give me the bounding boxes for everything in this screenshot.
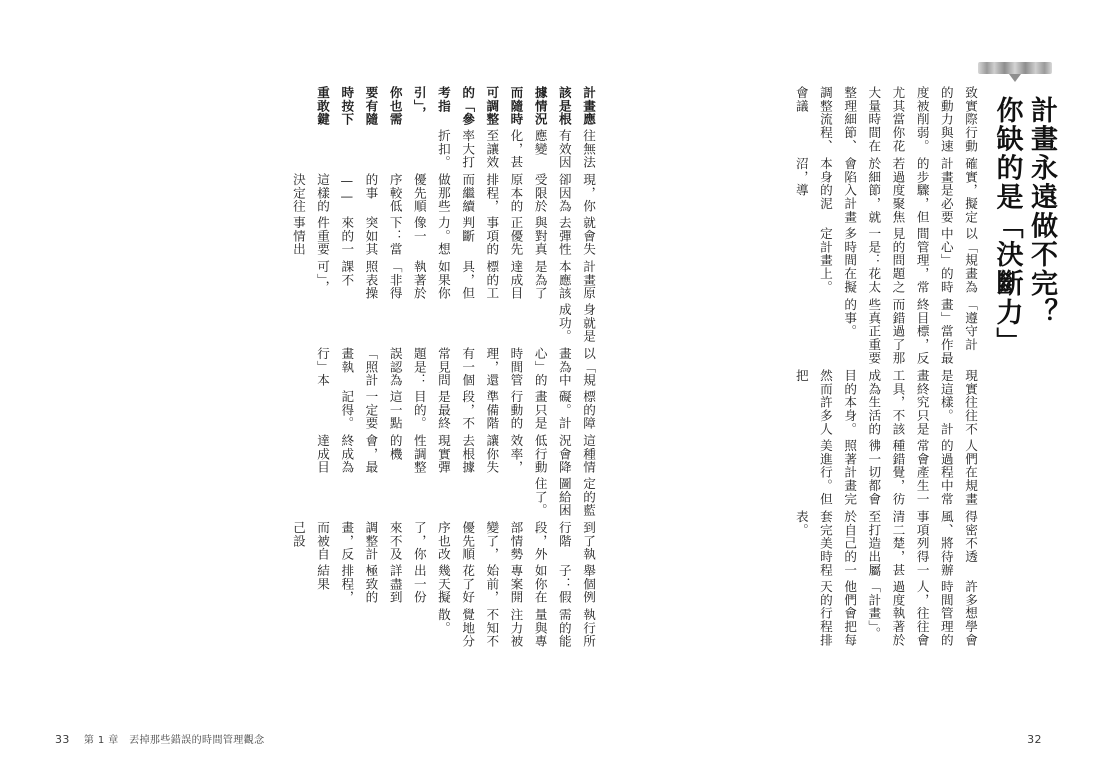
right-page-footer	[1027, 733, 1042, 746]
paragraph-line: 這種情況會降低行動效率，讓你失去根據現實彈性調整的機會，最終成為達成目	[315, 433, 596, 474]
right-page-text-body	[652, 86, 982, 651]
text-column	[662, 369, 982, 440]
title-ornament-icon	[978, 58, 1052, 84]
text-column	[130, 434, 600, 477]
text-column	[662, 510, 982, 581]
text-column	[130, 390, 600, 433]
paragraph-line: 現實往往不是這樣。計畫終究只是工具，不該成為生活的目的本身。然而許多人把	[793, 368, 978, 435]
text-column	[130, 216, 600, 259]
paragraph-line: 得密不透風、將待辦事項列得一清二楚，甚至打造出屬於自己的一套完美時程表。	[793, 509, 978, 577]
text-column	[662, 86, 982, 157]
text-column	[130, 86, 600, 129]
paragraph-line: 身就是成功。	[556, 303, 596, 344]
paragraph-line: 計畫原本應該是為了達成目標的工具，但如果你執著於「非得照表操課不可」，	[315, 259, 596, 300]
text-column	[130, 608, 600, 651]
running-head-chapter: 第 1 章 丟掉那些錯誤的時間管理觀念	[83, 735, 265, 746]
paragraph-line: 「遵守計畫」當作最終目標，反而錯過了那些真正重要的事。	[842, 297, 978, 365]
text-column	[130, 477, 600, 520]
paragraph-line: 人們在規畫的過程中常常會產生一種錯覺，彷彿一切都會照著計畫完美進行。但	[817, 439, 978, 506]
left-page-text-body	[120, 86, 600, 651]
page-number: 32	[1027, 733, 1042, 746]
text-column	[130, 303, 600, 346]
chapter-title-line-2: 你缺的是「決斷力」	[991, 96, 1023, 357]
text-column	[662, 157, 982, 228]
text-column	[130, 521, 600, 564]
ornament-bar	[978, 62, 1052, 74]
paragraph-line: 以「規畫為中心」的時間管理，還有一個常見問題是：誤認為「照計畫執行」本	[315, 346, 596, 387]
paragraph-line: 致實際行動的動力與速度被削弱。尤其當你花大量時間在整理細節、調整流程、會議	[793, 86, 978, 153]
ornament-triangle	[1009, 74, 1021, 82]
paragraph-line: 往無法有效因應變化，甚至讓效率大打折扣。	[435, 129, 596, 170]
paragraph-line: 到了執行階段，外部情勢變了，優先順序也改了，你來不及調整計畫，反而被自己設	[290, 520, 596, 561]
text-column	[130, 173, 600, 216]
left-page-footer	[55, 731, 265, 746]
text-column	[130, 260, 600, 303]
paragraph-line: 舉個例子：假如你在專案開始前，花了好幾天擬出一份詳盡到極致的排程，結果	[315, 564, 596, 605]
paragraph-line: 計畫應該是根據情況而隨時可調整的「參考指引」，你也需要有隨時按下重敢鍵	[315, 86, 596, 126]
paragraph-line: 執行所需的能量與專注力被不知不覺地分散。	[435, 607, 596, 648]
paragraph-line: 以「規畫為中心」的時間管理，常見的問題之一是：花太多時間在擬定計畫上。	[817, 227, 978, 294]
text-column	[662, 298, 982, 369]
paragraph-line: 標的障礙。計畫只是行動的準備階段，不是最終目的。這一點一定要記得。	[339, 390, 596, 431]
text-column	[662, 580, 982, 651]
paragraph-line: 現，你卻因為受限於原本的排程，而繼續做那些優先順序較低的事——這樣的決定往	[290, 172, 596, 213]
text-column	[662, 439, 982, 510]
paragraph-line: 就會失去彈性與對真正優先事項的判斷力。想像一下：當突如其來的一件重要事情出	[290, 216, 596, 257]
text-column	[130, 129, 600, 172]
paragraph-line: 許多想學會時間管理的人，往往會過度執著於「計畫」。他們會把每天的行程排	[817, 580, 978, 647]
text-column	[130, 564, 600, 607]
chapter-title	[989, 96, 1058, 566]
chapter-title-line-1: 計畫永遠做不完？	[1026, 96, 1057, 328]
text-column	[662, 227, 982, 298]
text-column	[130, 347, 600, 390]
paragraph-line: 定的藍圖給困住了。	[532, 477, 596, 518]
page-number: 33	[55, 733, 70, 746]
paragraph-line: 確實，擬定計畫是必要的步驟，但若過度聚焦於細節，就會陷入計畫本身的泥沼，導	[793, 156, 978, 224]
